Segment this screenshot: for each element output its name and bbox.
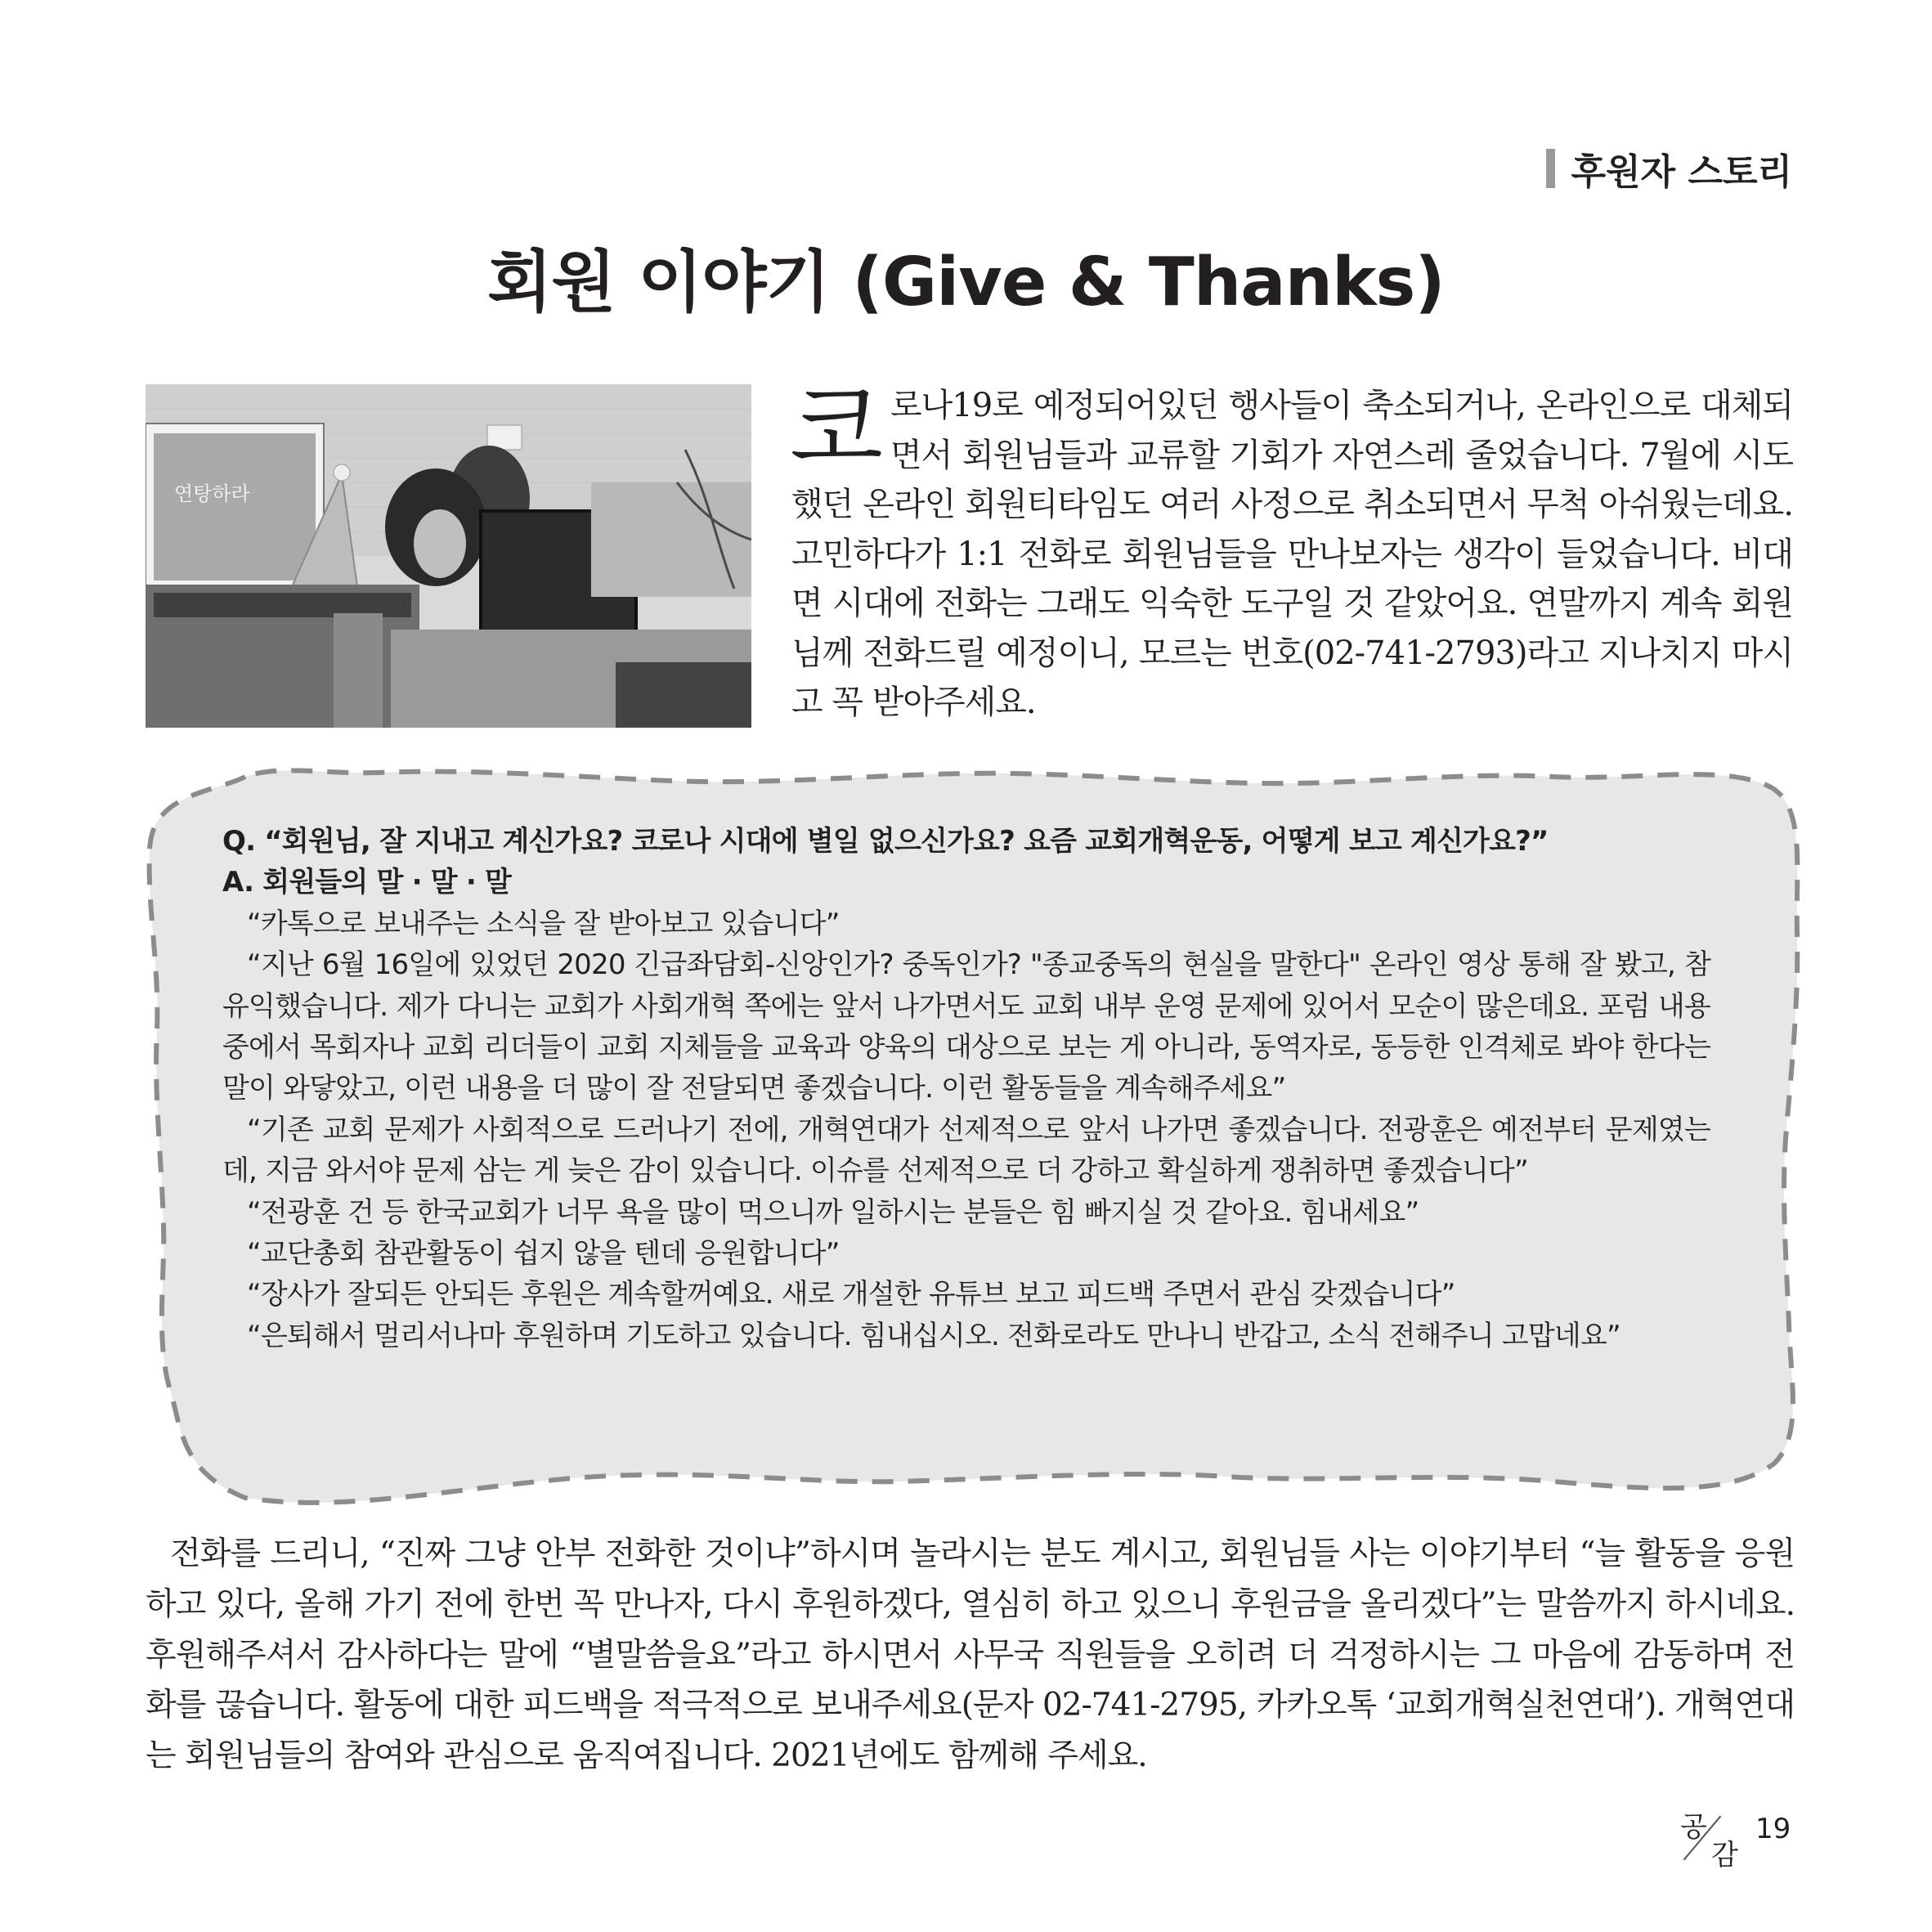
page-title: 회원 이야기 (Give & Thanks): [487, 244, 1445, 321]
page-footer: [1680, 1803, 1795, 1876]
qa-section: [222, 821, 1710, 1356]
member-quote: “은퇴해서 멀리서나마 후원하며 기도하고 있습니다. 힘내십시오. 전화로라도 만나니 반갑고, 소식 전해주니 고맙네요”: [247, 1319, 1620, 1352]
logo-char-top: 공: [1680, 1811, 1707, 1844]
logo-char-bottom: 감: [1711, 1839, 1738, 1871]
section-label-text: 후원자 스토리: [1571, 151, 1792, 193]
intro-text: 로나19로 예정되어있던 행사들이 축소되거나, 온라인으로 대체되면서 회원님들과 교류할 기회가 자연스레 줄었습니다. 7월에 시도했던 온라인 회원티타임도 여러 사정으로 취소되면서 무척 아쉬웠는데요. 고민하다가 1:1 전화로 회원님들을 만나보자는 생각이 들었습니다. 비대면 시대에 전화는 그래도 익숙한 도구일 것 같았어요. 연말까지 계속 회원님께 전화드릴 예정이니, 모르는 번호(02-741-2793)라고 지나치지 마시고 꼭 받아주세요.: [791, 387, 1793, 721]
qa-question: Q. “회원님, 잘 지내고 계신가요? 코로나 시대에 별일 없으신가요? 요즘 교회개혁운동, 어떻게 보고 계신가요?”: [222, 825, 1549, 858]
member-quote: “기존 교회 문제가 사회적으로 드러나기 전에, 개혁연대가 선제적으로 앞서 나가면 좋겠습니다. 전광훈은 예전부터 문제였는데, 지금 와서야 문제 삼는 게 늦은 감이 있습니다. 이슈를 선제적으로 더 강하고 확실하게 쟁취하면 좋겠습니다”: [222, 1113, 1710, 1188]
intro-dropcap: 코: [790, 372, 882, 485]
calendar-text: 연탕하라: [174, 482, 250, 505]
member-quote: “장사가 잘되든 안되든 후원은 계속할꺼예요. 새로 개설한 유튜브 보고 피드백 주면서 관심 갖겠습니다”: [247, 1278, 1455, 1311]
closing-paragraph: 전화를 드리니, “진짜 그냥 안부 전화한 것이냐”하시며 놀라시는 분도 계시고, 회원님들 사는 이야기부터 “늘 활동을 응원하고 있다, 올해 가기 전에 한번 꼭 만나자, 다시 후원하겠다, 열심히 하고 있으니 후원금을 올리겠다”는 말씀까지 하시네요. 후원해주셔서 감사하다는 말에 “별말씀을요”라고 하시면서 사무국 직원들을 오히려 더 걱정하시는 그 마음에 감동하며 전화를 끊습니다. 활동에 대한 피드백을 적극적으로 보내주세요(문자 02-741-2795, 카카오톡 ‘교회개혁실천연대’). 개혁연대는 회원님들의 참여와 관심으로 움직여집니다. 2021년에도 함께해 주세요.: [146, 1535, 1795, 1775]
member-quote: “카톡으로 보내주는 소식을 잘 받아보고 있습니다”: [247, 907, 840, 940]
page-number: 19: [1755, 1813, 1791, 1845]
member-quote: “교단총회 참관활동이 쉽지 않을 텐데 응원합니다”: [247, 1237, 840, 1271]
member-quote: “전광훈 건 등 한국교회가 너무 욕을 많이 먹으니까 일하시는 분들은 힘 빠지실 것 같아요. 힘내세요”: [247, 1195, 1419, 1229]
qa-answer-heading: A. 회원들의 말 · 말 · 말: [222, 866, 512, 899]
member-quote: “지난 6월 16일에 있었던 2020 긴급좌담회-신앙인가? 중독인가? "종교중독의 현실을 말한다" 온라인 영상 통해 잘 봤고, 참 유익했습니다. 제가 다니는 교회가 사회개혁 쪽에는 앞서 나가면서도 교회 내부 운영 문제에 있어서 모순이 많은데요. 포럼 내용 중에서 목회자나 교회 리더들이 교회 지체들을 교육과 양육의 대상으로 보는 게 아니라, 동역자로, 동등한 인격체로 봐야 한다는 말이 와닿았고, 이런 내용을 더 많이 잘 전달되면 좋겠습니다. 이런 활동들을 계속해주세요”: [222, 948, 1710, 1105]
